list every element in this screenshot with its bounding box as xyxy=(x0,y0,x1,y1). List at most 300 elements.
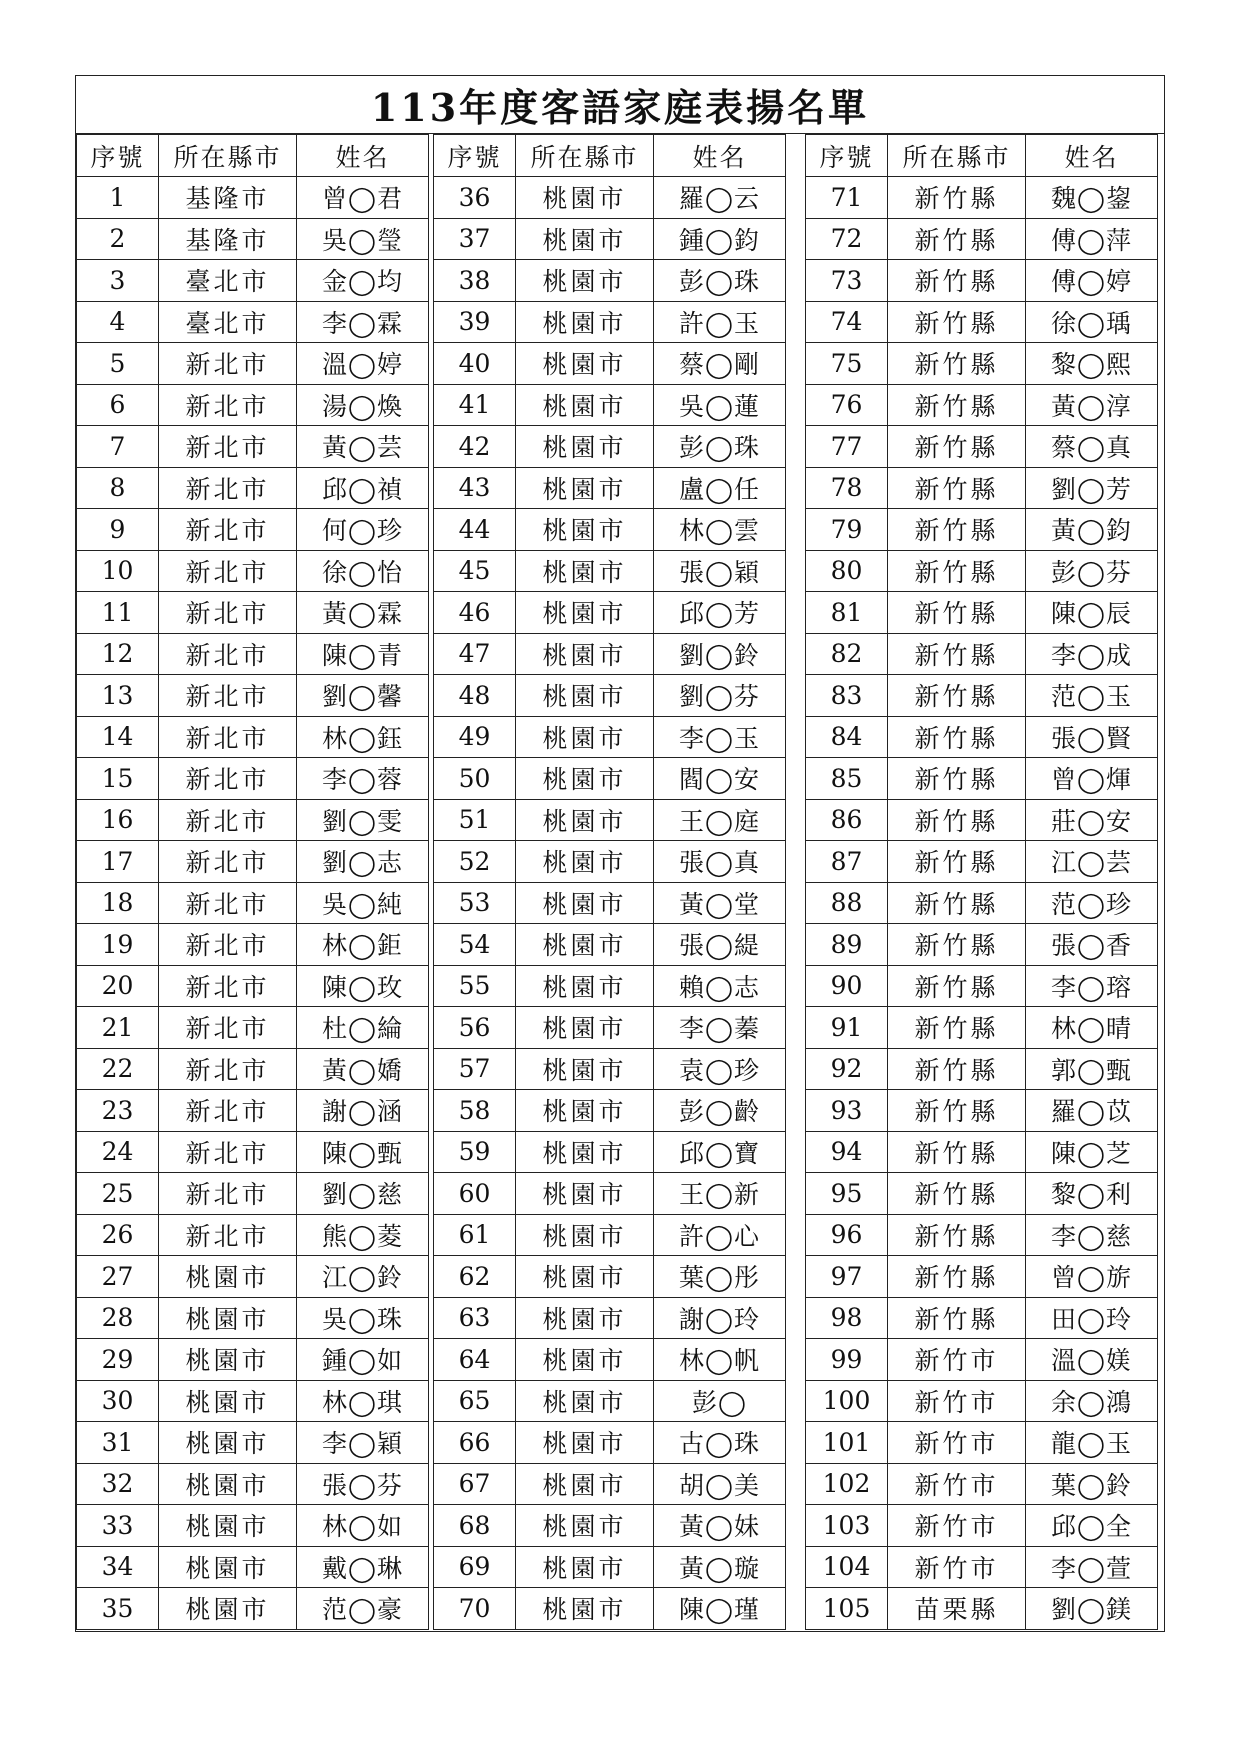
name-cell: 劉◯志 xyxy=(297,841,429,883)
table-row xyxy=(806,1090,1158,1132)
header-row xyxy=(77,135,429,177)
table-row xyxy=(77,1007,429,1049)
city-cell: 新竹縣 xyxy=(888,177,1026,219)
table-row xyxy=(806,924,1158,966)
city-cell: 新北市 xyxy=(159,1048,297,1090)
table-row xyxy=(434,965,786,1007)
name-cell: 許◯心 xyxy=(654,1214,786,1256)
name-cell: 閻◯安 xyxy=(654,758,786,800)
name-cell: 黃◯淳 xyxy=(1026,384,1158,426)
seq-cell: 66 xyxy=(434,1422,516,1464)
city-cell: 桃園市 xyxy=(159,1339,297,1381)
seq-cell: 65 xyxy=(434,1380,516,1422)
seq-cell: 42 xyxy=(434,426,516,468)
city-cell: 桃園市 xyxy=(159,1256,297,1298)
seq-cell: 8 xyxy=(77,467,159,509)
seq-cell: 19 xyxy=(77,924,159,966)
name-cell: 羅◯苡 xyxy=(1026,1090,1158,1132)
city-cell: 桃園市 xyxy=(516,1214,654,1256)
name-header: 姓名 xyxy=(654,135,786,177)
table-row xyxy=(806,1007,1158,1049)
table-row xyxy=(806,1546,1158,1588)
seq-cell: 88 xyxy=(806,882,888,924)
name-cell: 李◯蓁 xyxy=(654,1007,786,1049)
seq-cell: 82 xyxy=(806,633,888,675)
city-cell: 新北市 xyxy=(159,1007,297,1049)
city-cell: 新竹縣 xyxy=(888,1007,1026,1049)
name-header: 姓名 xyxy=(297,135,429,177)
seq-cell: 26 xyxy=(77,1214,159,1256)
table-row xyxy=(77,1173,429,1215)
table-row xyxy=(434,426,786,468)
city-cell: 新北市 xyxy=(159,1131,297,1173)
table-row xyxy=(806,758,1158,800)
seq-cell: 36 xyxy=(434,177,516,219)
name-cell: 吳◯純 xyxy=(297,882,429,924)
table-row xyxy=(77,592,429,634)
city-cell: 桃園市 xyxy=(516,1256,654,1298)
table-row xyxy=(806,1048,1158,1090)
name-cell: 張◯真 xyxy=(654,841,786,883)
name-cell: 吳◯蓮 xyxy=(654,384,786,426)
seq-cell: 102 xyxy=(806,1463,888,1505)
city-cell: 桃園市 xyxy=(516,1297,654,1339)
name-cell: 謝◯玲 xyxy=(654,1297,786,1339)
city-cell: 桃園市 xyxy=(516,1380,654,1422)
table-row xyxy=(77,343,429,385)
seq-cell: 96 xyxy=(806,1214,888,1256)
city-cell: 新竹縣 xyxy=(888,1131,1026,1173)
city-cell: 桃園市 xyxy=(516,592,654,634)
seq-cell: 77 xyxy=(806,426,888,468)
seq-cell: 32 xyxy=(77,1463,159,1505)
seq-cell: 57 xyxy=(434,1048,516,1090)
name-cell: 胡◯美 xyxy=(654,1463,786,1505)
city-cell: 桃園市 xyxy=(159,1297,297,1339)
seq-cell: 2 xyxy=(77,218,159,260)
seq-cell: 53 xyxy=(434,882,516,924)
table-row xyxy=(434,1173,786,1215)
table-row xyxy=(434,177,786,219)
seq-cell: 97 xyxy=(806,1256,888,1298)
city-cell: 新北市 xyxy=(159,758,297,800)
name-cell: 鍾◯如 xyxy=(297,1339,429,1381)
city-cell: 新竹縣 xyxy=(888,550,1026,592)
name-cell: 林◯琪 xyxy=(297,1380,429,1422)
name-cell: 曾◯旂 xyxy=(1026,1256,1158,1298)
table-row xyxy=(77,550,429,592)
seq-cell: 34 xyxy=(77,1546,159,1588)
table-row xyxy=(434,633,786,675)
name-cell: 張◯緹 xyxy=(654,924,786,966)
seq-cell: 12 xyxy=(77,633,159,675)
table-row xyxy=(77,1463,429,1505)
city-cell: 新北市 xyxy=(159,882,297,924)
city-header: 所在縣市 xyxy=(159,135,297,177)
city-cell: 桃園市 xyxy=(516,550,654,592)
city-cell: 桃園市 xyxy=(159,1422,297,1464)
name-cell: 黎◯熙 xyxy=(1026,343,1158,385)
table-row xyxy=(806,384,1158,426)
city-cell: 新北市 xyxy=(159,343,297,385)
name-cell: 黃◯妹 xyxy=(654,1505,786,1547)
city-cell: 新竹縣 xyxy=(888,675,1026,717)
name-cell: 熊◯菱 xyxy=(297,1214,429,1256)
seq-cell: 48 xyxy=(434,675,516,717)
seq-cell: 33 xyxy=(77,1505,159,1547)
seq-cell: 54 xyxy=(434,924,516,966)
name-cell: 黎◯利 xyxy=(1026,1173,1158,1215)
city-cell: 新竹市 xyxy=(888,1463,1026,1505)
name-cell: 彭◯ xyxy=(654,1380,786,1422)
seq-cell: 18 xyxy=(77,882,159,924)
seq-cell: 85 xyxy=(806,758,888,800)
city-cell: 基隆市 xyxy=(159,177,297,219)
name-header: 姓名 xyxy=(1026,135,1158,177)
seq-cell: 47 xyxy=(434,633,516,675)
city-cell: 桃園市 xyxy=(516,758,654,800)
table-row xyxy=(806,218,1158,260)
city-cell: 新竹縣 xyxy=(888,301,1026,343)
seq-cell: 64 xyxy=(434,1339,516,1381)
city-cell: 桃園市 xyxy=(516,467,654,509)
table-row xyxy=(77,965,429,1007)
city-cell: 桃園市 xyxy=(516,177,654,219)
name-cell: 李◯玉 xyxy=(654,716,786,758)
city-cell: 新竹縣 xyxy=(888,1214,1026,1256)
name-cell: 林◯如 xyxy=(297,1505,429,1547)
seq-cell: 100 xyxy=(806,1380,888,1422)
table-row xyxy=(77,675,429,717)
table-row xyxy=(434,1256,786,1298)
name-cell: 陳◯芝 xyxy=(1026,1131,1158,1173)
seq-cell: 63 xyxy=(434,1297,516,1339)
table-row xyxy=(434,1505,786,1547)
city-cell: 桃園市 xyxy=(516,882,654,924)
name-cell: 江◯鈴 xyxy=(297,1256,429,1298)
table-row xyxy=(806,260,1158,302)
city-cell: 新竹市 xyxy=(888,1505,1026,1547)
seq-header: 序號 xyxy=(806,135,888,177)
city-cell: 新竹縣 xyxy=(888,1173,1026,1215)
city-cell: 新竹縣 xyxy=(888,1048,1026,1090)
city-cell: 新竹縣 xyxy=(888,1256,1026,1298)
table-row xyxy=(434,592,786,634)
city-cell: 新北市 xyxy=(159,716,297,758)
seq-cell: 104 xyxy=(806,1546,888,1588)
city-cell: 新竹縣 xyxy=(888,882,1026,924)
seq-cell: 13 xyxy=(77,675,159,717)
table-row xyxy=(434,1380,786,1422)
table-row xyxy=(434,301,786,343)
table-row xyxy=(77,841,429,883)
seq-cell: 76 xyxy=(806,384,888,426)
seq-cell: 67 xyxy=(434,1463,516,1505)
seq-cell: 52 xyxy=(434,841,516,883)
table-row xyxy=(434,384,786,426)
seq-cell: 90 xyxy=(806,965,888,1007)
name-cell: 葉◯彤 xyxy=(654,1256,786,1298)
seq-cell: 11 xyxy=(77,592,159,634)
name-cell: 杜◯綸 xyxy=(297,1007,429,1049)
seq-cell: 101 xyxy=(806,1422,888,1464)
seq-cell: 74 xyxy=(806,301,888,343)
table-row xyxy=(806,716,1158,758)
table-row xyxy=(77,384,429,426)
seq-cell: 16 xyxy=(77,799,159,841)
city-cell: 桃園市 xyxy=(516,426,654,468)
name-cell: 張◯芬 xyxy=(297,1463,429,1505)
name-cell: 曾◯煇 xyxy=(1026,758,1158,800)
name-cell: 曾◯君 xyxy=(297,177,429,219)
table-row xyxy=(434,1007,786,1049)
table-row xyxy=(434,509,786,551)
seq-cell: 10 xyxy=(77,550,159,592)
name-cell: 邱◯禎 xyxy=(297,467,429,509)
city-cell: 新北市 xyxy=(159,799,297,841)
seq-cell: 24 xyxy=(77,1131,159,1173)
name-cell: 黃◯霖 xyxy=(297,592,429,634)
name-cell: 李◯穎 xyxy=(297,1422,429,1464)
city-cell: 桃園市 xyxy=(516,716,654,758)
name-cell: 林◯鈺 xyxy=(297,716,429,758)
city-cell: 新竹市 xyxy=(888,1422,1026,1464)
seq-cell: 43 xyxy=(434,467,516,509)
name-cell: 黃◯璇 xyxy=(654,1546,786,1588)
city-cell: 桃園市 xyxy=(516,301,654,343)
city-cell: 基隆市 xyxy=(159,218,297,260)
city-cell: 桃園市 xyxy=(516,965,654,1007)
name-cell: 李◯慈 xyxy=(1026,1214,1158,1256)
city-cell: 新竹市 xyxy=(888,1339,1026,1381)
table-row xyxy=(806,675,1158,717)
document-title: 113年度客語家庭表揚名單 xyxy=(76,76,1164,134)
name-cell: 傅◯婷 xyxy=(1026,260,1158,302)
table-row xyxy=(434,218,786,260)
name-cell: 莊◯安 xyxy=(1026,799,1158,841)
name-cell: 魏◯鋆 xyxy=(1026,177,1158,219)
seq-cell: 45 xyxy=(434,550,516,592)
seq-cell: 91 xyxy=(806,1007,888,1049)
seq-cell: 94 xyxy=(806,1131,888,1173)
seq-cell: 60 xyxy=(434,1173,516,1215)
table-blocks xyxy=(76,134,1164,1631)
table-row xyxy=(806,1588,1158,1630)
table-row xyxy=(806,882,1158,924)
name-cell: 黃◯堂 xyxy=(654,882,786,924)
seq-cell: 79 xyxy=(806,509,888,551)
table-row xyxy=(434,1422,786,1464)
name-cell: 邱◯寶 xyxy=(654,1131,786,1173)
table-row xyxy=(434,1339,786,1381)
table-row xyxy=(434,1048,786,1090)
city-cell: 新竹縣 xyxy=(888,841,1026,883)
name-cell: 范◯玉 xyxy=(1026,675,1158,717)
name-cell: 王◯新 xyxy=(654,1173,786,1215)
city-cell: 桃園市 xyxy=(516,343,654,385)
table-row xyxy=(806,301,1158,343)
seq-cell: 39 xyxy=(434,301,516,343)
name-cell: 傅◯萍 xyxy=(1026,218,1158,260)
name-list-sheet xyxy=(75,75,1165,1632)
city-cell: 新北市 xyxy=(159,467,297,509)
table-row xyxy=(806,1131,1158,1173)
table-row xyxy=(77,1505,429,1547)
city-cell: 臺北市 xyxy=(159,301,297,343)
seq-cell: 99 xyxy=(806,1339,888,1381)
city-cell: 桃園市 xyxy=(516,1505,654,1547)
seq-header: 序號 xyxy=(434,135,516,177)
table-row xyxy=(806,467,1158,509)
seq-cell: 30 xyxy=(77,1380,159,1422)
city-cell: 新北市 xyxy=(159,965,297,1007)
name-cell: 李◯成 xyxy=(1026,633,1158,675)
name-cell: 何◯珍 xyxy=(297,509,429,551)
table-row xyxy=(434,799,786,841)
seq-cell: 68 xyxy=(434,1505,516,1547)
table-row xyxy=(77,758,429,800)
name-cell: 劉◯芬 xyxy=(654,675,786,717)
seq-cell: 61 xyxy=(434,1214,516,1256)
table-row xyxy=(77,1380,429,1422)
city-cell: 桃園市 xyxy=(516,1546,654,1588)
city-cell: 桃園市 xyxy=(516,1131,654,1173)
name-cell: 范◯珍 xyxy=(1026,882,1158,924)
city-cell: 桃園市 xyxy=(516,260,654,302)
table-row xyxy=(806,1214,1158,1256)
seq-cell: 95 xyxy=(806,1173,888,1215)
header-row xyxy=(806,135,1158,177)
table-row xyxy=(806,1339,1158,1381)
city-cell: 新北市 xyxy=(159,426,297,468)
name-cell: 李◯蓉 xyxy=(297,758,429,800)
seq-cell: 80 xyxy=(806,550,888,592)
table-row xyxy=(77,509,429,551)
city-cell: 新竹縣 xyxy=(888,799,1026,841)
table-block-2 xyxy=(433,134,786,1630)
city-cell: 新北市 xyxy=(159,592,297,634)
city-cell: 桃園市 xyxy=(516,1173,654,1215)
seq-cell: 83 xyxy=(806,675,888,717)
seq-cell: 62 xyxy=(434,1256,516,1298)
seq-cell: 41 xyxy=(434,384,516,426)
seq-cell: 7 xyxy=(77,426,159,468)
name-cell: 張◯香 xyxy=(1026,924,1158,966)
city-cell: 桃園市 xyxy=(159,1546,297,1588)
seq-cell: 9 xyxy=(77,509,159,551)
seq-cell: 73 xyxy=(806,260,888,302)
city-cell: 新竹縣 xyxy=(888,1297,1026,1339)
table-row xyxy=(434,467,786,509)
city-cell: 新竹縣 xyxy=(888,633,1026,675)
city-cell: 新竹縣 xyxy=(888,384,1026,426)
name-cell: 彭◯珠 xyxy=(654,426,786,468)
name-cell: 李◯霖 xyxy=(297,301,429,343)
city-cell: 桃園市 xyxy=(516,1588,654,1630)
name-cell: 謝◯涵 xyxy=(297,1090,429,1132)
seq-cell: 78 xyxy=(806,467,888,509)
city-cell: 新竹縣 xyxy=(888,924,1026,966)
city-cell: 新竹縣 xyxy=(888,716,1026,758)
table-row xyxy=(806,592,1158,634)
city-cell: 新竹縣 xyxy=(888,343,1026,385)
table-row xyxy=(434,1588,786,1630)
city-cell: 桃園市 xyxy=(516,799,654,841)
table-row xyxy=(77,1422,429,1464)
city-cell: 桃園市 xyxy=(516,1463,654,1505)
seq-cell: 17 xyxy=(77,841,159,883)
name-cell: 龍◯玉 xyxy=(1026,1422,1158,1464)
table-row xyxy=(434,1297,786,1339)
city-cell: 新北市 xyxy=(159,509,297,551)
seq-cell: 49 xyxy=(434,716,516,758)
city-cell: 新北市 xyxy=(159,550,297,592)
name-cell: 許◯玉 xyxy=(654,301,786,343)
city-cell: 新竹市 xyxy=(888,1380,1026,1422)
table-row xyxy=(77,1297,429,1339)
seq-cell: 3 xyxy=(77,260,159,302)
name-cell: 湯◯煥 xyxy=(297,384,429,426)
name-cell: 李◯瑢 xyxy=(1026,965,1158,1007)
table-row xyxy=(806,1422,1158,1464)
seq-cell: 1 xyxy=(77,177,159,219)
city-cell: 苗栗縣 xyxy=(888,1588,1026,1630)
seq-cell: 86 xyxy=(806,799,888,841)
name-cell: 溫◯婷 xyxy=(297,343,429,385)
seq-cell: 59 xyxy=(434,1131,516,1173)
city-cell: 臺北市 xyxy=(159,260,297,302)
name-cell: 李◯萱 xyxy=(1026,1546,1158,1588)
city-cell: 新北市 xyxy=(159,384,297,426)
name-cell: 張◯穎 xyxy=(654,550,786,592)
name-cell: 鍾◯鈞 xyxy=(654,218,786,260)
seq-cell: 20 xyxy=(77,965,159,1007)
table-row xyxy=(434,882,786,924)
table-row xyxy=(77,1256,429,1298)
table-row xyxy=(434,758,786,800)
table-row xyxy=(434,550,786,592)
name-cell: 劉◯鎂 xyxy=(1026,1588,1158,1630)
city-cell: 桃園市 xyxy=(516,1090,654,1132)
name-cell: 彭◯芬 xyxy=(1026,550,1158,592)
table-row xyxy=(77,882,429,924)
seq-cell: 35 xyxy=(77,1588,159,1630)
seq-cell: 25 xyxy=(77,1173,159,1215)
seq-cell: 105 xyxy=(806,1588,888,1630)
name-cell: 彭◯珠 xyxy=(654,260,786,302)
table-row xyxy=(806,1297,1158,1339)
seq-cell: 38 xyxy=(434,260,516,302)
city-cell: 桃園市 xyxy=(516,841,654,883)
seq-cell: 21 xyxy=(77,1007,159,1049)
seq-cell: 40 xyxy=(434,343,516,385)
seq-cell: 98 xyxy=(806,1297,888,1339)
city-cell: 桃園市 xyxy=(516,509,654,551)
seq-cell: 81 xyxy=(806,592,888,634)
name-cell: 黃◯嬌 xyxy=(297,1048,429,1090)
table-row xyxy=(77,1588,429,1630)
seq-header: 序號 xyxy=(77,135,159,177)
city-cell: 新北市 xyxy=(159,1214,297,1256)
table-row xyxy=(806,343,1158,385)
table-row xyxy=(434,716,786,758)
name-cell: 劉◯雯 xyxy=(297,799,429,841)
seq-cell: 51 xyxy=(434,799,516,841)
seq-cell: 28 xyxy=(77,1297,159,1339)
city-cell: 桃園市 xyxy=(516,218,654,260)
city-cell: 新竹縣 xyxy=(888,965,1026,1007)
table-row xyxy=(806,509,1158,551)
